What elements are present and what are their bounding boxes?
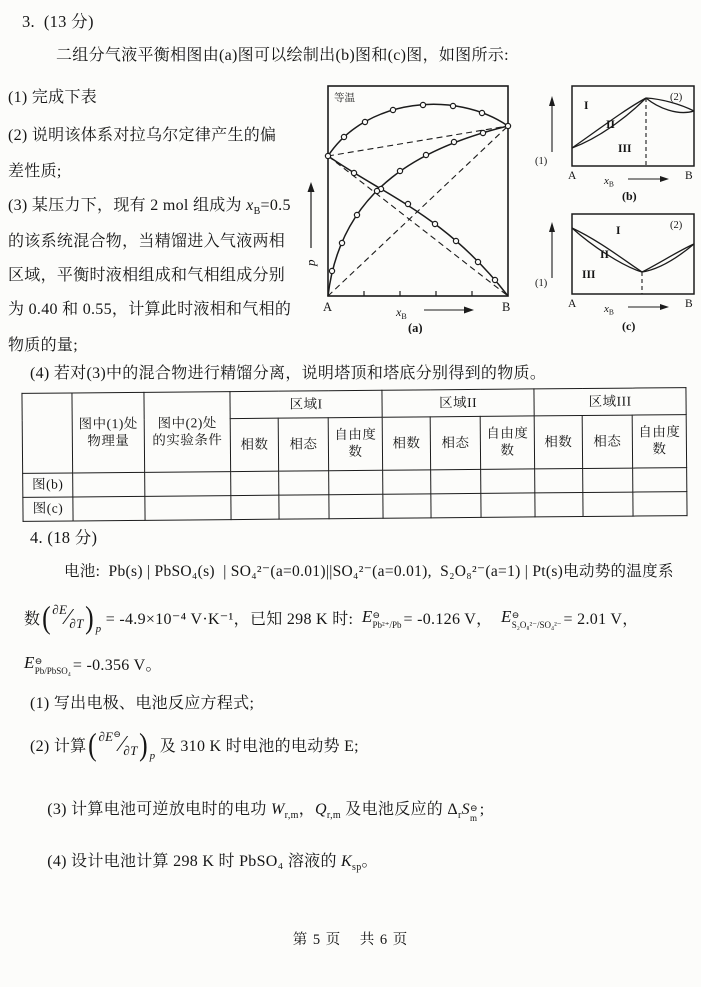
electrode-couple-subscript: S₂O₈²⁻/SO₄²⁻ [511, 620, 562, 630]
text-token: ; [479, 801, 485, 818]
q4-item-1: (1) 写出电极、电池反应方程式; [30, 695, 255, 712]
x-axis-sub: B [608, 179, 614, 189]
standard-state-symbol: ⊖ [372, 610, 381, 621]
dEdT-fraction [41, 598, 102, 635]
empty-cell [535, 469, 583, 493]
q3-item-3-line4: 为 0.40 和 0.55，计算此时液相和气相的 [8, 301, 292, 318]
E-standard-notation [373, 611, 402, 631]
condition-placeholder: (2) [670, 92, 683, 103]
open-paren: ( [42, 598, 52, 635]
region-3-header: 区域III [534, 388, 686, 416]
x-axis-arrowhead [660, 176, 669, 182]
empty-cell [481, 493, 535, 517]
Ksp-subscript: sp [352, 862, 362, 874]
empty-cell [73, 496, 145, 521]
row-label-figure-b: 图(b) [23, 473, 73, 497]
phase-region-table [21, 387, 687, 522]
x-axis-right-label: B [685, 298, 693, 310]
region-2-header: 区域II [382, 389, 534, 417]
upper-right-curve [642, 244, 694, 272]
header-line: 的实验条件 [152, 431, 223, 448]
dEdT-standard-fraction [87, 725, 156, 762]
text-token: 。 [361, 853, 378, 870]
region-I-label: I [584, 100, 589, 112]
delta-symbol: Δ [447, 801, 458, 818]
x-axis-sub: B [401, 312, 407, 321]
subheader-phase-state: 相态 [278, 418, 328, 471]
axis-quantity-placeholder: (1) [535, 156, 548, 167]
q3-item-2-line2: 差性质; [8, 163, 62, 180]
y-axis-arrowhead [549, 96, 555, 106]
caption-c: (c) [622, 319, 636, 333]
x-axis-arrowhead [660, 304, 669, 310]
empty-cell [633, 468, 687, 492]
x-axis-var: x [604, 175, 609, 187]
x-axis-left-label: A [568, 298, 577, 310]
axis-quantity-placeholder: (1) [535, 278, 548, 289]
subheader-phase-count: 相数 [382, 417, 430, 470]
E-symbol: E [501, 607, 512, 626]
region-1-header: 区域I [230, 390, 382, 418]
close-paren: ) [138, 725, 148, 762]
fraction-denominator: ∂T [69, 615, 84, 631]
text-token: (4) 设计电池计算 298 K 时 PbSO₄ 溶液的 [47, 853, 342, 870]
constant-pressure-subscript: p [95, 622, 102, 635]
x-axis-label [603, 303, 614, 317]
col-header-condition [144, 392, 231, 473]
region-II-label: II [600, 249, 609, 261]
work-subscript: r,m [284, 810, 299, 822]
q3-item-1: (1) 完成下表 [8, 89, 98, 106]
q3-item-2-line1: (2) 说明该体系对拉乌尔定律产生的偏 [8, 127, 277, 144]
heat-symbol: Q [315, 801, 327, 818]
E-symbol: E [361, 607, 373, 626]
text-token: =0.5 [260, 197, 291, 214]
empty-cell [383, 494, 431, 518]
q4-temperature-coefficient-line [24, 594, 639, 640]
subheader-degrees-of-freedom: 自由度数 [480, 416, 534, 469]
text-token: = -0.126 V， [403, 610, 502, 628]
reaction-subscript: r [458, 810, 462, 822]
empty-cell [535, 493, 583, 517]
q3-item-3-line5: 物质的量; [8, 337, 78, 354]
q3-item-3-line3: 区域，平衡时液相组成和气相组成分别 [8, 267, 286, 284]
empty-cell [231, 495, 279, 519]
header-line: 物理量 [87, 432, 130, 448]
q4-item-2 [30, 722, 359, 766]
empty-cell [73, 472, 145, 497]
Ksp-symbol: K [341, 853, 353, 870]
diagram-c-minimum-azeotrope-plot [534, 206, 700, 334]
E-standard-notation [35, 657, 71, 677]
text-token: (3) 计算电池可逆放电时的电功 [47, 801, 271, 818]
electrode-couple-subscript: Pb²⁺/Pb [372, 620, 402, 630]
work-symbol: W [270, 801, 285, 818]
empty-cell [145, 472, 231, 497]
empty-cell [431, 493, 481, 517]
entropy-standard-notation [470, 804, 478, 824]
empty-cell [329, 470, 383, 494]
electrode-couple-subscript: Pb/PbSO₄ [34, 666, 71, 676]
x-axis-var: x [604, 303, 609, 315]
q4-heading: 4. (18 分) [30, 528, 98, 547]
x-axis-right-label: B [502, 300, 511, 314]
E-symbol: E [24, 653, 35, 672]
text-token: = -0.356 V。 [72, 656, 162, 674]
standard-state-symbol: ⊖ [34, 656, 43, 667]
standard-state-symbol: ⊖ [511, 610, 520, 621]
fraction-numerator: ∂E [52, 601, 68, 617]
text-token: ∂E [98, 728, 114, 744]
region-II-label: II [606, 119, 615, 131]
x-axis-left-label: A [568, 170, 577, 182]
standard-state-symbol: ⊖ [469, 803, 478, 814]
subheader-phase-state: 相态 [430, 416, 480, 469]
y-axis-arrowhead [549, 222, 555, 232]
empty-cell [431, 469, 481, 493]
subheader-phase-count: 相数 [230, 418, 278, 471]
page-footer: 第 5 页 共 6 页 [292, 932, 409, 948]
text-token: (2) 计算 [30, 737, 87, 755]
header-line: 图中(2)处 [157, 414, 217, 431]
entropy-symbol: S [461, 801, 470, 818]
fraction-denominator: ∂T [123, 742, 138, 758]
E-standard-notation [512, 611, 562, 631]
empty-cell [279, 495, 329, 519]
caption-b: (b) [622, 189, 637, 203]
text-token: 数 [24, 610, 41, 628]
empty-cell [583, 492, 633, 516]
region-III-label: III [618, 143, 632, 155]
row-label-figure-c: 图(c) [23, 497, 73, 521]
text-token: = 2.01 V， [563, 610, 639, 628]
raoult-ideal-lines [328, 126, 508, 296]
xB-variable: x [246, 197, 254, 214]
diagram-b-maximum-azeotrope-plot [534, 78, 700, 204]
q3-item-3-line2: 的该系统混合物，当精馏进入气液两相 [8, 233, 286, 250]
condition-placeholder: (2) [670, 220, 683, 231]
empty-cell [231, 471, 279, 495]
x-axis-label [603, 175, 614, 189]
close-paren: ) [84, 598, 94, 635]
y-axis-arrowhead [308, 182, 315, 192]
fraction-numerator [98, 729, 121, 745]
q4-cell-notation: 电池: Pb(s) | PbSO₄(s) | SO₄²⁻(a=0.01)||SO₄²⁻(a=0.01), S₂O₈²⁻(a=1) | Pt(s)电动势的温度系 [64, 563, 674, 580]
empty-cell [145, 496, 231, 521]
x-axis-sub: B [608, 307, 614, 317]
corner-cell [22, 393, 73, 473]
subheader-phase-count: 相数 [534, 416, 582, 469]
empty-cell [583, 468, 633, 492]
diagram-a-pressure-composition-plot [296, 76, 532, 334]
x-axis-arrowhead [464, 307, 474, 314]
empty-cell [383, 470, 431, 494]
text-token: = -4.9×10⁻⁴ V·K⁻¹，已知 298 K 时: [101, 610, 362, 628]
fraction-slash: ∕ [66, 604, 71, 630]
empty-cell [329, 494, 383, 518]
q4-item-4 [30, 832, 378, 895]
subheader-degrees-of-freedom: 自由度数 [632, 415, 686, 468]
y-axis-label: p [303, 259, 318, 266]
text-token: 及 310 K 时电池的电动势 E; [155, 737, 359, 755]
text-token: 及电池反应的 [341, 801, 448, 818]
q3-heading: 3. (13 分) [22, 12, 94, 31]
heat-subscript: r,m [326, 810, 341, 822]
x-axis-label [395, 305, 407, 321]
subheader-degrees-of-freedom: 自由度数 [328, 417, 382, 470]
constant-pressure-subscript: p [149, 749, 156, 762]
subheader-phase-state: 相态 [582, 415, 632, 468]
col-header-quantity [72, 392, 145, 473]
x-axis-left-label: A [323, 300, 333, 314]
q3-item-4: (4) 若对(3)中的混合物进行精馏分离，说明塔顶和塔底分别得到的物质。 [30, 365, 547, 382]
x-axis-var: x [396, 305, 402, 319]
region-I-label: I [616, 225, 621, 237]
fraction-slash: ∕ [120, 731, 125, 757]
q3-item-3-line1 [8, 196, 291, 219]
q4-third-potential-line [24, 648, 162, 678]
q3-intro: 二组分气液平衡相图由(a)图可以绘制出(b)图和(c)图，如图所示: [56, 47, 509, 64]
header-line: 图中(1)处 [78, 415, 138, 432]
open-paren: ( [88, 725, 98, 762]
region-III-label: III [582, 269, 596, 281]
text-token: (3) 某压力下，现有 2 mol 组成为 [8, 197, 247, 214]
xB-subscript: B [253, 206, 261, 218]
empty-cell [481, 469, 535, 493]
caption-a: (a) [408, 321, 423, 334]
text-token: ， [298, 801, 316, 818]
empty-cell [633, 492, 687, 516]
standard-state-symbol: ⊖ [113, 728, 122, 739]
x-axis-right-label: B [685, 170, 693, 182]
molar-subscript: m [469, 813, 477, 824]
isotherm-label: 等温 [334, 93, 355, 104]
empty-cell [279, 471, 329, 495]
